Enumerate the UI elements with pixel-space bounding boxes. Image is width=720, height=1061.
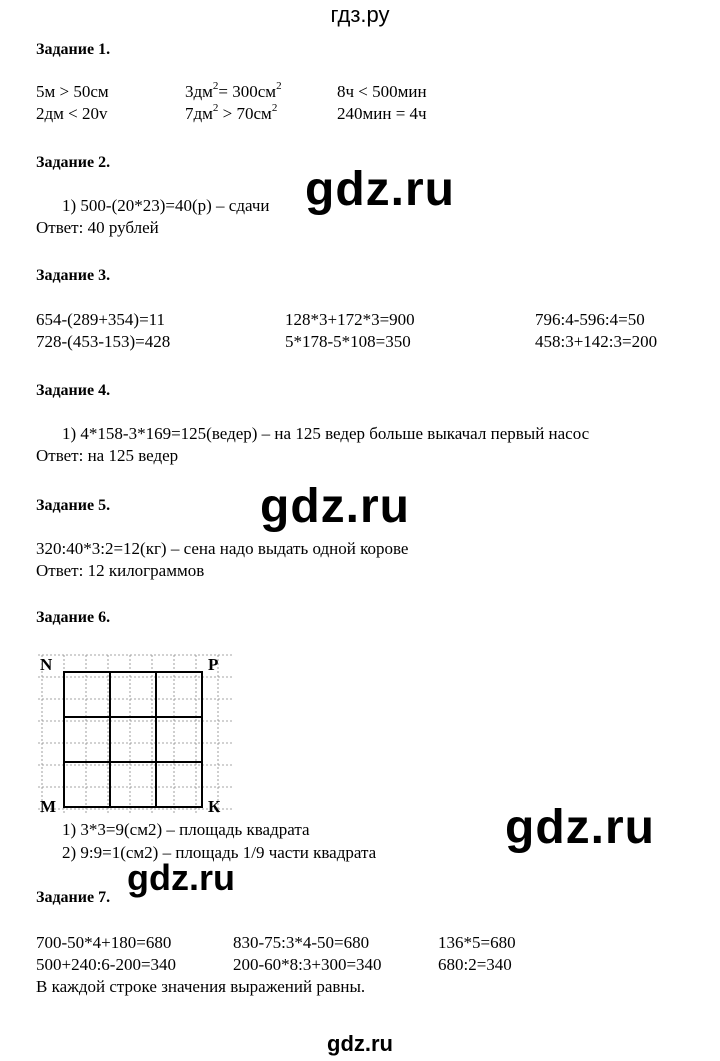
task-1-r1-c: 8ч < 500мин [337,82,427,101]
task-7-title: Задание 7. [36,889,111,906]
footer-watermark: gdz.ru [327,1031,393,1056]
task-4-answer: Ответ: на 125 ведер [36,446,179,465]
task-3-title: Задание 3. [36,267,111,284]
corner-label-k: К [208,797,221,816]
task-3-r1-c3: 796:4-596:4=50 [535,310,645,329]
watermark: gdz.ru [505,801,655,854]
task-1-r2-b: $7дм^2 > 70см^2$ [185,102,278,123]
task-7-conclusion: В каждой строке значения выражений равны. [36,977,366,996]
grid-svg [36,653,236,818]
watermark: gdz.ru [305,163,455,216]
task-7-r1-c2: 830-75:3*4-50=680 [233,933,370,952]
task-3-r1-c2: 128*3+172*3=900 [285,310,415,329]
task-4-title: Задание 4. [36,382,111,399]
corner-label-p: P [208,655,219,674]
watermark: gdz.ru [260,480,410,533]
task-7-r1-c1: 700-50*4+180=680 [36,933,172,952]
site-header: гдз.ру [330,2,390,27]
watermark: gdz.ru [127,857,235,898]
task-2-answer: Ответ: 40 рублей [36,218,159,237]
task-6-line-2: 2) 9:9=1(см2) – площадь 1/9 части квадрата [62,843,377,862]
task-3-r2-c1: 728-(453-153)=428 [36,332,171,351]
task-6-title: Задание 6. [36,609,111,626]
task-1-title: Задание 1. [36,41,111,58]
task-3-r2-c2: 5*178-5*108=350 [285,332,411,351]
task-6-line-1: 1) 3*3=9(см2) – площадь квадрата [62,820,310,839]
task-3-r2-c3: 458:3+142:3=200 [535,332,658,351]
task-1-r1-a: 5м > 50см [36,82,109,101]
task-2-line-1: 1) 500-(20*23)=40(р) – сдачи [62,196,270,215]
task-7-r2-c2: 200-60*8:3+300=340 [233,955,382,974]
task-5-title: Задание 5. [36,497,111,514]
task-1-r1-b: $3дм^2= 300см^2$ [185,80,282,101]
task-7-r2-c3: 680:2=340 [438,955,512,974]
square-grid-figure [36,653,236,818]
task-7-r1-c3: 136*5=680 [438,933,516,952]
task-2-title: Задание 2. [36,154,111,171]
task-3-r1-c1: 654-(289+354)=11 [36,310,166,329]
corner-label-n: N [40,655,53,674]
task-5-line-1: 320:40*3:2=12(кг) – сена надо выдать одной корове [36,539,409,558]
task-7-r2-c1: 500+240:6-200=340 [36,955,177,974]
task-1-r2-a: 2дм < 20v [36,104,108,123]
corner-label-m: M [40,797,57,816]
task-5-answer: Ответ: 12 килограммов [36,561,205,580]
task-1-r2-c: 240мин = 4ч [337,104,427,123]
task-4-line-1: 1) 4*158-3*169=125(ведер) – на 125 ведер больше выкачал первый насос [62,424,590,443]
